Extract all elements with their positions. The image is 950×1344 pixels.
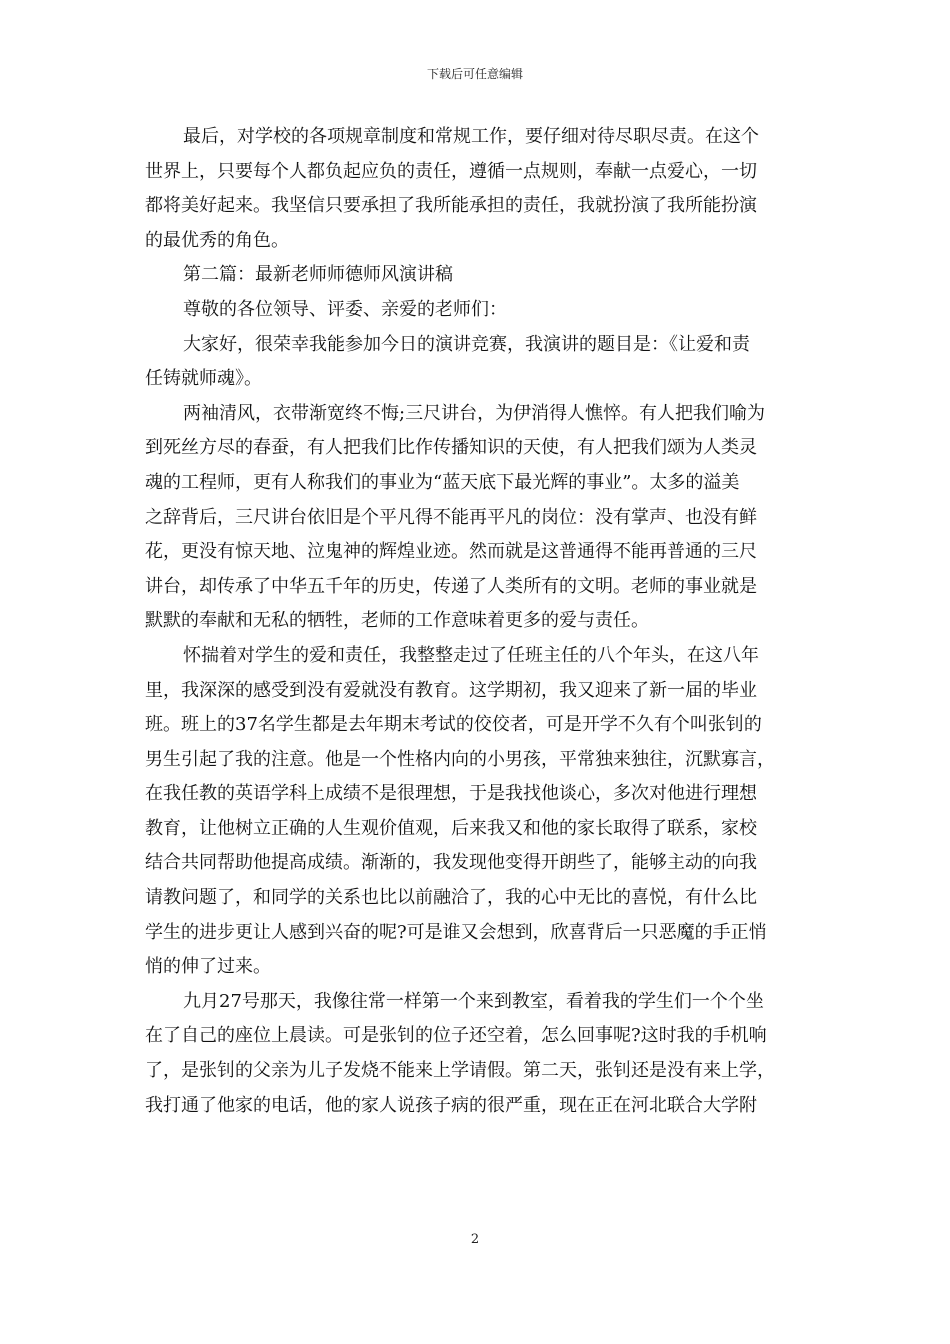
text-line: 花，更没有惊天地、泣鬼神的辉煌业迹。然而就是这普通得不能再普通的三尺 [145,541,757,563]
paragraph [145,985,805,1123]
text-line: 魂的工程师，更有人称我们的事业为“蓝天底下最光辉的事业”。太多的溢美 [145,471,740,493]
text-line: 之辞背后，三尺讲台依旧是个平凡得不能再平凡的岗位：没有掌声、也没有鲜 [145,506,757,528]
section-heading [145,258,805,293]
text-line: 讲台，却传承了中华五千年的历史，传递了人类所有的文明。老师的事业就是 [145,575,757,597]
text-line: 九月27号那天，我像往常一样第一个来到教室，看着我的学生们一个个坐 [183,990,764,1012]
text-line: 班。班上的37名学生都是去年期末考试的佼佼者，可是开学不久有个叫张钊的 [145,714,762,736]
text-line: 都将美好起来。我坚信只要承担了我所能承担的责任，我就扮演了我所能扮演 [145,195,757,217]
text-line: 怀揣着对学生的爱和责任，我整整走过了任班主任的八个年头，在这八年 [183,644,759,666]
paragraph [145,120,805,258]
text-line: 教育，让他树立正确的人生观价值观，后来我又和他的家长取得了联系，家校 [145,817,757,839]
text-line: 了，是张钊的父亲为儿子发烧不能来上学请假。第二天，张钊还是没有来上学， [145,1060,775,1082]
text-line: 世界上，只要每个人都负起应负的责任，遵循一点规则，奉献一点爱心，一切 [145,160,757,182]
text-line: 悄的伸了过来。 [145,956,271,978]
text-line: 男生引起了我的注意。他是一个性格内向的小男孩，平常独来独往，沉默寡言， [145,748,775,770]
text-line: 任铸就师魂》。 [145,368,262,390]
text-line: 默默的奉献和无私的牺牲，老师的工作意味着更多的爱与责任。 [145,610,649,632]
paragraph [145,639,805,985]
text-line: 结合共同帮助他提高成绩。渐渐的，我发现他变得开朗些了，能够主动的向我 [145,852,757,874]
text-line: 大家好，很荣幸我能参加今日的演讲竞赛，我演讲的题目是：《让爱和责 [183,333,750,355]
text-line: 在了自己的座位上晨读。可是张钊的位子还空着，怎么回事呢?这时我的手机响 [145,1025,767,1047]
text-line: 在我任教的英语学科上成绩不是很理想，于是我找他谈心，多次对他进行理想 [145,783,757,805]
text-line: 最后，对学校的各项规章制度和常规工作，要仔细对待尽职尽责。在这个 [183,126,759,147]
paragraph [145,397,805,639]
text-line: 的最优秀的角色。 [145,229,289,251]
text-line: 里，我深深的感受到没有爱就没有教育。这学期初，我又迎来了新一届的毕业 [145,679,757,701]
salutation [145,293,805,328]
text-line: 请教问题了，和同学的关系也比以前融洽了，我的心中无比的喜悦，有什么比 [145,887,757,909]
page-header: 下载后可任意编辑 [426,67,523,81]
text-line: 我打通了他家的电话，他的家人说孩子病的很严重，现在正在河北联合大学附 [145,1094,757,1116]
text-line: 学生的进步更让人感到兴奋的呢?可是谁又会想到，欣喜背后一只恶魔的手正悄 [145,921,767,943]
document-body [145,120,805,1123]
text-line: 到死丝方尽的春蚕，有人把我们比作传播知识的天使，有人把我们颂为人类灵 [145,437,757,459]
paragraph [145,328,805,397]
text-line: 第二篇：最新老师师德师风演讲稿 [183,264,453,286]
text-line: 两袖清风，衣带渐宽终不悔;三尺讲台，为伊消得人憔悴。有人把我们喻为 [183,402,766,424]
text-line: 尊敬的各位领导、评委、亲爱的老师们： [183,298,507,320]
page-number: 2 [470,1232,480,1247]
